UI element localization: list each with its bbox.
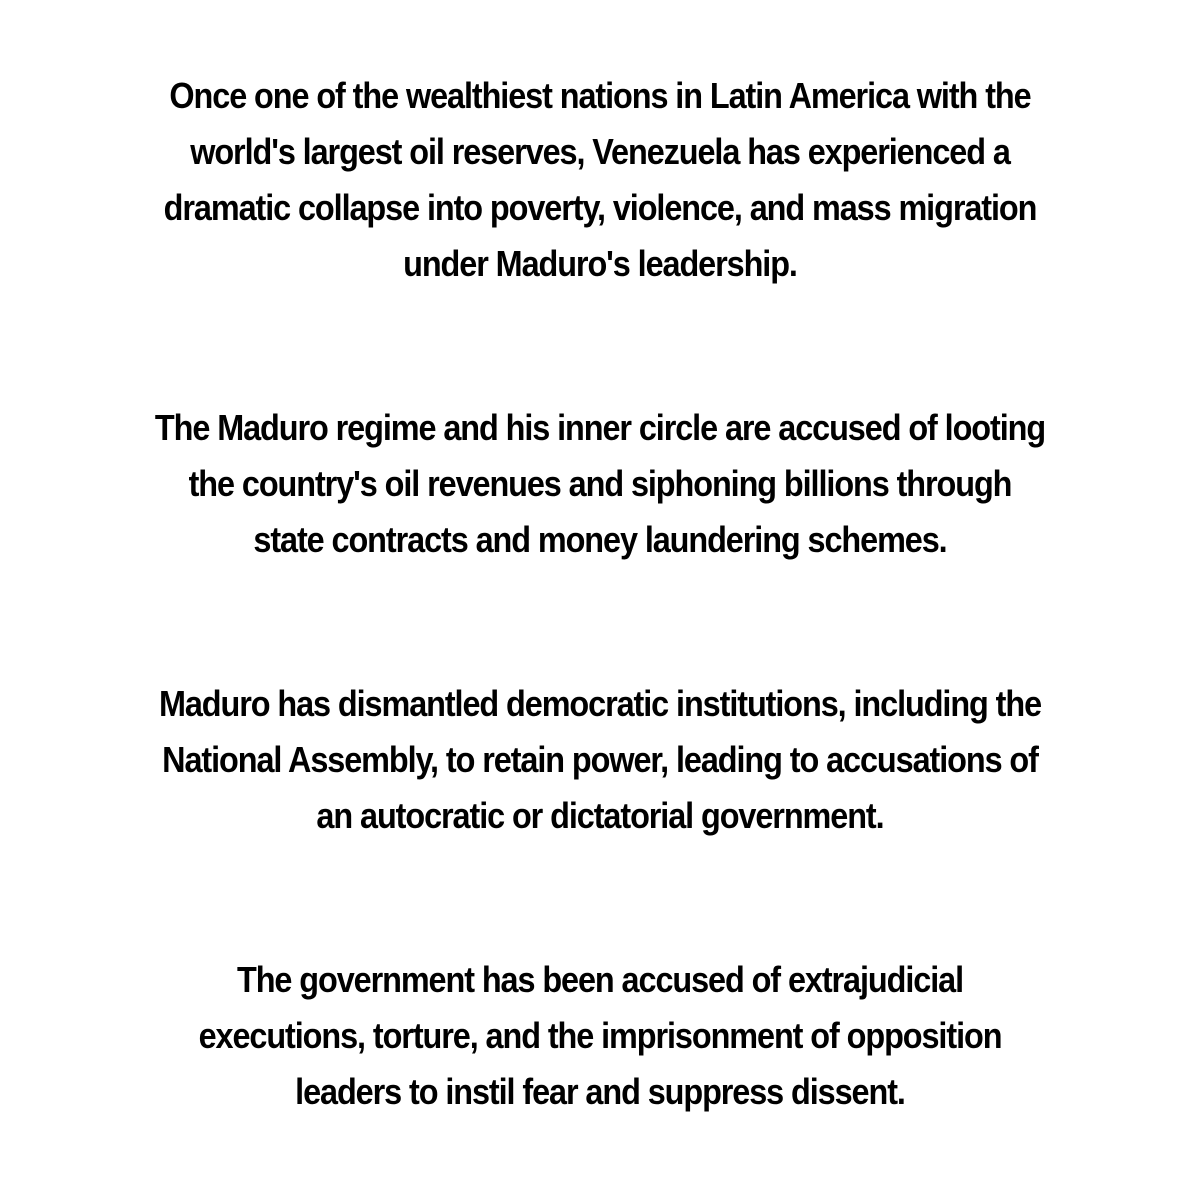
paragraph-economic-collapse: Once one of the wealthiest nations in Latin America with the world's largest oil reserves, Venezuela has experienced a dramatic collapse into poverty, violence, and mass migration under Maduro's leadership. (163, 75, 1037, 284)
paragraph-corruption: The Maduro regime and his inner circle are accused of looting the country's oil revenues and siphoning billions through state contracts and money laundering schemes. (154, 407, 1046, 560)
paragraph-human-rights: The government has been accused of extrajudicial executions, torture, and the imprisonment of opposition leaders to instil fear and suppress dissent. (198, 959, 1002, 1112)
paragraph-democratic-institutions: Maduro has dismantled democratic institutions, including the National Assembly, to retain power, leading to accusations of an autocratic or dictatorial government. (158, 683, 1042, 836)
